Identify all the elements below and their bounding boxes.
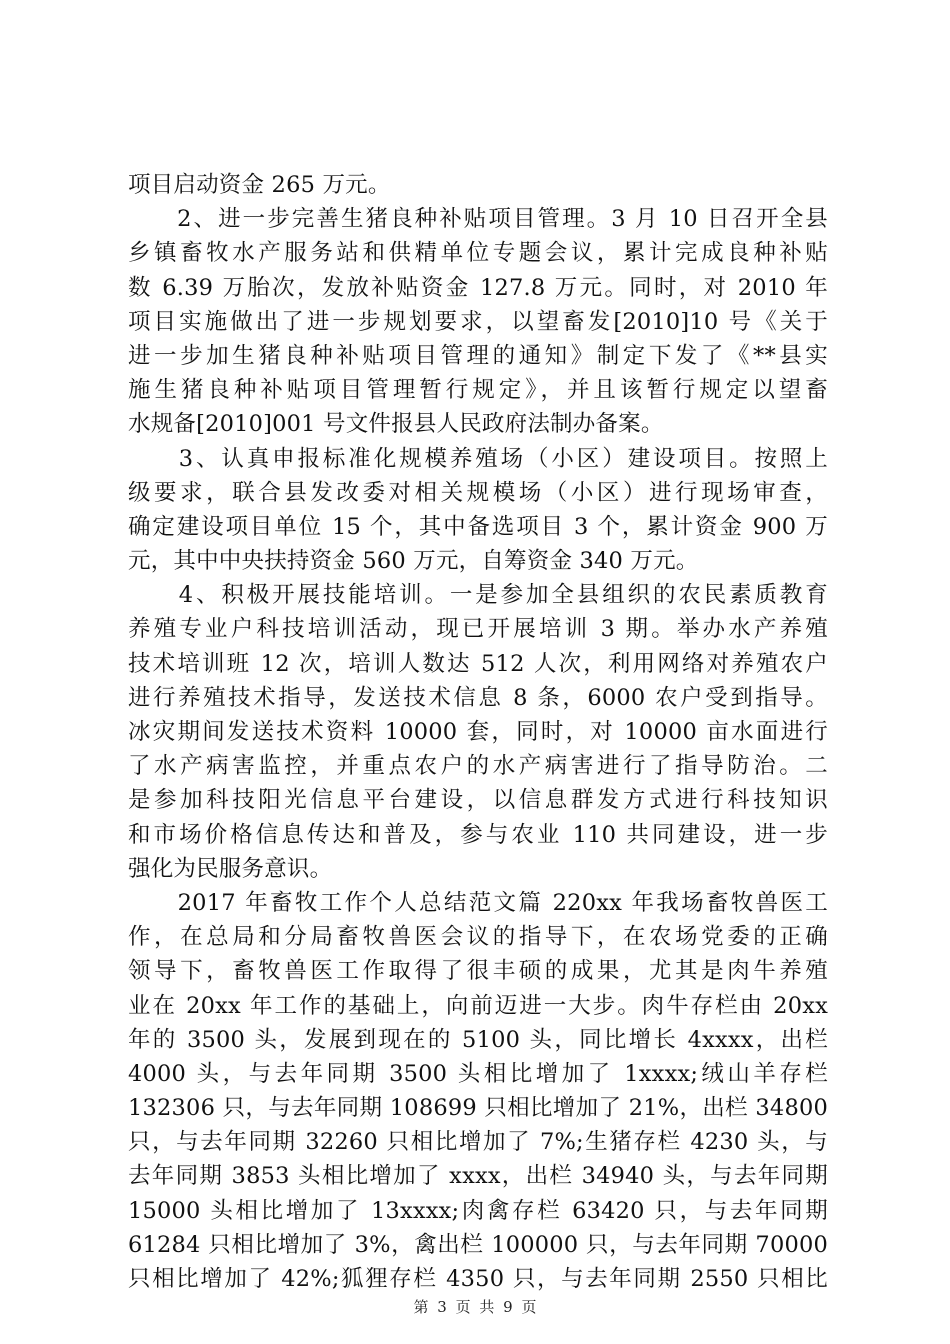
- text-line: 业在 20xx 年工作的基础上，向前迈进一大步。肉牛存栏由 20xx: [128, 992, 828, 1019]
- text-line: 了水产病害监控，并重点农户的水产病害进行了指导防治。二: [128, 753, 828, 780]
- text-line: 项目启动资金 265 万元。: [128, 172, 391, 198]
- text-line: 进一步加生猪良种补贴项目管理的通知》制定下发了《**县实: [128, 342, 828, 369]
- text-line: 和市场价格信息传达和普及，参与农业 110 共同建设，进一步: [128, 821, 828, 848]
- text-line: 4、积极开展技能培训。一是参加全县组织的农民素质教育: [128, 582, 828, 609]
- text-line: 施生猪良种补贴项目管理暂行规定》，并且该暂行规定以望畜: [128, 377, 828, 404]
- text-line: 2、进一步完善生猪良种补贴项目管理。3 月 10 日召开全县: [128, 206, 828, 233]
- text-line: 乡镇畜牧水产服务站和供精单位专题会议，累计完成良种补贴: [128, 240, 828, 267]
- text-line: 4000 头，与去年同期 3500 头相比增加了 1xxxx;绒山羊存栏: [128, 1060, 828, 1087]
- text-line: 132306 只，与去年同期 108699 只相比增加了 21%，出栏 34800: [128, 1095, 828, 1122]
- text-line: 去年同期 3853 头相比增加了 xxxx，出栏 34940 头，与去年同期: [128, 1163, 828, 1190]
- text-line: 15000 头相比增加了 13xxxx;肉禽存栏 63420 只，与去年同期: [128, 1197, 828, 1224]
- text-line: 技术培训班 12 次，培训人数达 512 人次，利用网络对养殖农户: [128, 650, 828, 677]
- text-line: 水规备[2010]001 号文件报县人民政府法制办备案。: [128, 411, 664, 438]
- text-line: 是参加科技阳光信息平台建设，以信息群发方式进行科技知识: [128, 787, 828, 814]
- text-line: 进行养殖技术指导，发送技术信息 8 条，6000 农户受到指导。: [128, 684, 828, 711]
- text-line: 只相比增加了 42%;狐狸存栏 4350 只，与去年同期 2550 只相比: [128, 1266, 828, 1292]
- text-line: 级要求，联合县发改委对相关规模场（小区）进行现场审查，: [128, 479, 828, 506]
- page-number: 第 3 页 共 9 页: [413, 1298, 537, 1316]
- text-line: 数 6.39 万胎次，发放补贴资金 127.8 万元。同时，对 2010 年: [128, 274, 828, 301]
- text-line: 2017 年畜牧工作个人总结范文篇 220xx 年我场畜牧兽医工: [128, 889, 828, 916]
- text-line: 冰灾期间发送技术资料 10000 套，同时，对 10000 亩水面进行: [128, 719, 828, 745]
- text-line: 确定建设项目单位 15 个，其中备选项目 3 个，累计资金 900 万: [128, 513, 828, 540]
- text-line: 领导下，畜牧兽医工作取得了很丰硕的成果，尤其是肉牛养殖: [128, 958, 828, 985]
- text-line: 61284 只相比增加了 3%，禽出栏 100000 只，与去年同期 70000: [128, 1231, 828, 1258]
- text-line: 3、认真申报标准化规模养殖场（小区）建设项目。按照上: [128, 445, 828, 472]
- document-body: [128, 168, 828, 1296]
- text-line: 项目实施做出了进一步规划要求，以望畜发[2010]10 号《关于: [128, 308, 828, 335]
- text-line: 只，与去年同期 32260 只相比增加了 7%;生猪存栏 4230 头，与: [128, 1129, 828, 1156]
- text-line: 强化为民服务意识。: [128, 855, 333, 882]
- text-line: 养殖专业户科技培训活动，现已开展培训 3 期。举办水产养殖: [128, 616, 828, 643]
- text-line: 元，其中中央扶持资金 560 万元，自筹资金 340 万元。: [128, 548, 699, 575]
- text-line: 作，在总局和分局畜牧兽医会议的指导下，在农场党委的正确: [128, 924, 828, 951]
- text-line: 年的 3500 头，发展到现在的 5100 头，同比增长 4xxxx，出栏: [128, 1026, 828, 1053]
